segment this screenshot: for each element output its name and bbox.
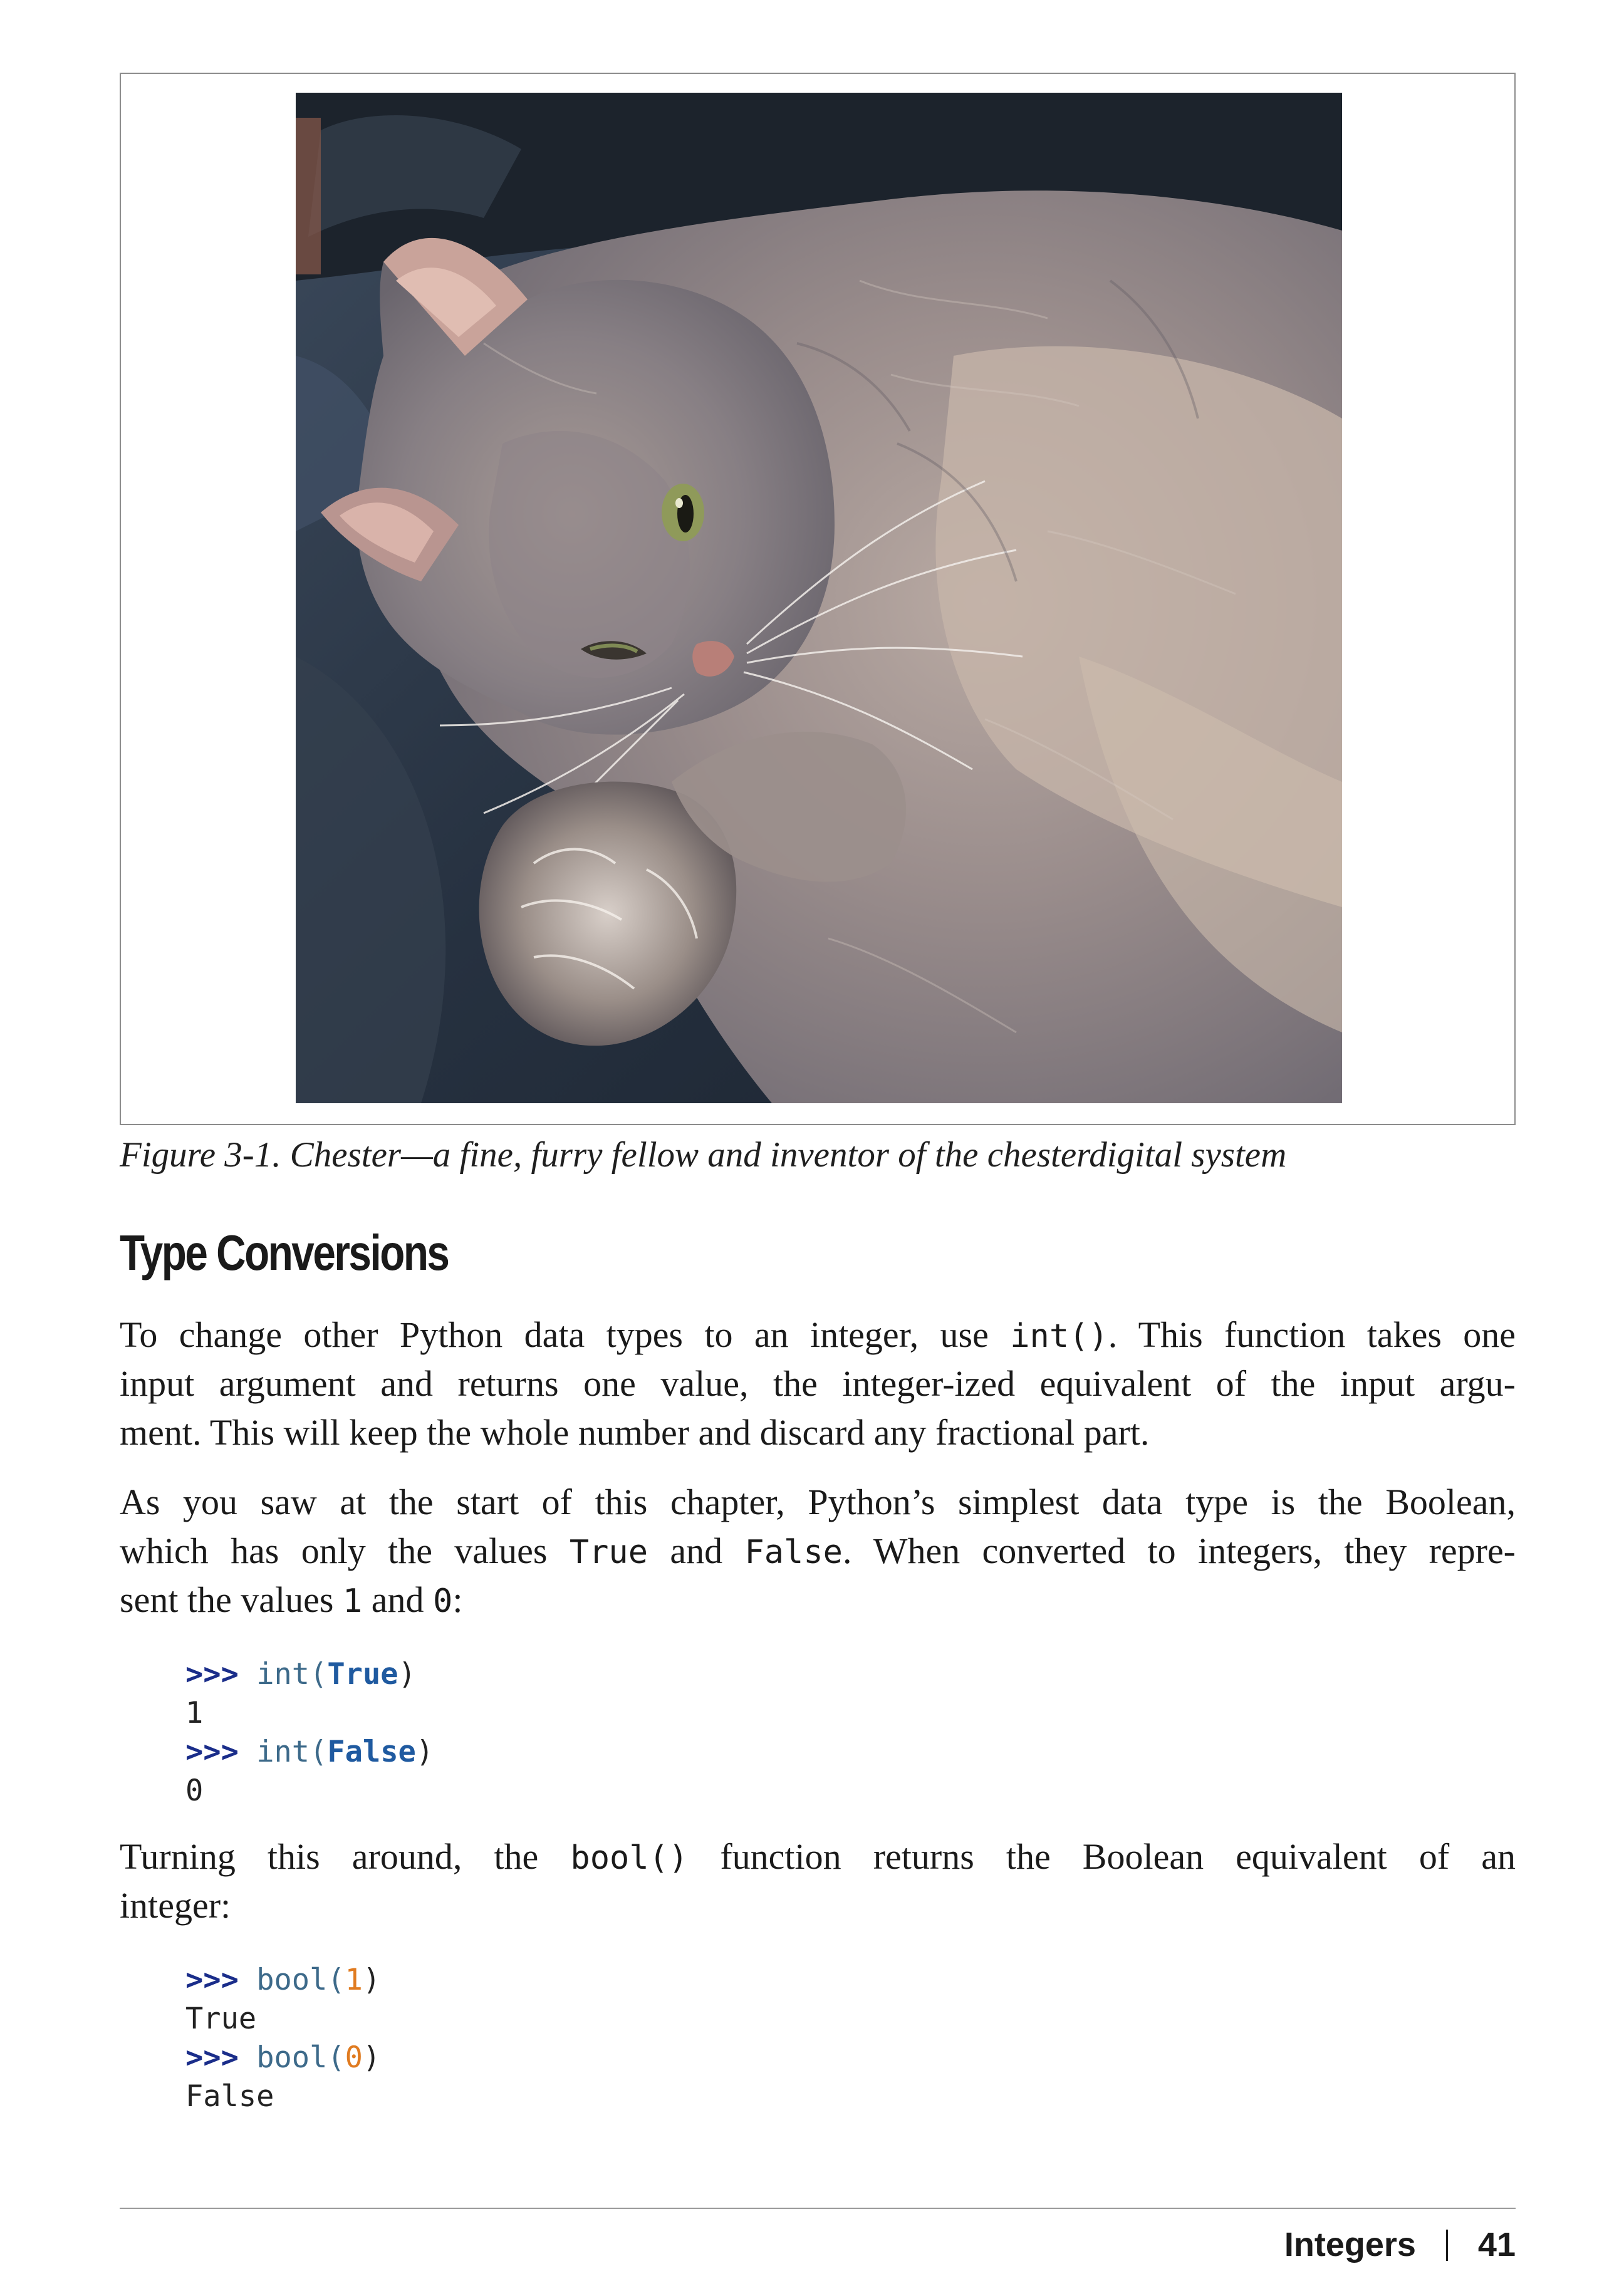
code-paren: ) [362, 2040, 381, 2075]
code-prompt: >>> [185, 1963, 239, 1997]
code-line [185, 1961, 380, 2000]
section-heading: Type Conversions [120, 1225, 449, 1280]
paragraph-line [120, 1832, 1516, 1881]
paragraph-line: input argument and returns one value, the integer-ized equivalent of the input argu- [120, 1363, 1516, 1404]
inline-code: 1 [342, 1582, 363, 1620]
page-number: 41 [1477, 2226, 1516, 2263]
code-block-bool [185, 1961, 380, 2116]
inline-code: int() [1010, 1317, 1108, 1355]
code-output: 1 [185, 1696, 204, 1730]
paragraph-int-conversion [120, 1311, 1516, 1457]
text-run: and [648, 1530, 745, 1571]
footer-section-name: Integers [1284, 2226, 1416, 2263]
code-output: 0 [185, 1774, 204, 1808]
code-function: int( [256, 1657, 328, 1691]
paragraph-line [120, 1311, 1516, 1359]
footer-separator [1446, 2230, 1448, 2261]
paragraph-line: integer: [120, 1885, 231, 1926]
paragraph-line [120, 1527, 1516, 1576]
code-function: bool( [256, 1963, 345, 1997]
inline-code: False [744, 1534, 843, 1571]
paragraph-bool-conversion [120, 1832, 1516, 1930]
code-paren: ) [398, 1657, 416, 1691]
code-output: True [185, 2002, 257, 2036]
code-line [185, 2039, 380, 2077]
paragraph-boolean [120, 1478, 1516, 1624]
text-run: . This function takes one [1108, 1314, 1516, 1355]
text-run: function returns the Boolean equivalent of an [688, 1836, 1516, 1877]
code-function: bool( [256, 2040, 345, 2075]
code-paren: ) [362, 1963, 381, 1997]
figure-caption: Figure 3-1. Chester—a fine, furry fellow and inventor of the chesterdigital system [120, 1135, 1287, 1175]
text-run: : [452, 1579, 463, 1620]
text-run: which has only the values [120, 1530, 570, 1571]
code-line [185, 1733, 434, 1772]
inline-code: 0 [433, 1582, 453, 1620]
inline-code: bool() [570, 1839, 689, 1877]
code-keyword: True [327, 1657, 398, 1691]
code-line [185, 1655, 434, 1694]
footer-rule [120, 2208, 1516, 2209]
paragraph-line [120, 1576, 1516, 1624]
code-prompt: >>> [185, 1657, 239, 1691]
code-block-int [185, 1655, 434, 1810]
code-function: int( [256, 1735, 328, 1769]
code-paren: ) [415, 1735, 434, 1769]
text-run: Turning this around, the [120, 1836, 571, 1877]
code-prompt: >>> [185, 1735, 239, 1769]
figure-frame [120, 73, 1516, 1125]
cat-photo [296, 93, 1342, 1103]
text-run: sent the values [120, 1579, 343, 1620]
code-number: 1 [345, 1963, 363, 1997]
code-keyword: False [327, 1735, 416, 1769]
paragraph-line: ment. This will keep the whole number and discard any fractional part. [120, 1412, 1150, 1453]
text-run: and [362, 1579, 434, 1620]
text-run: . When converted to integers, they repre- [842, 1530, 1516, 1571]
text-run: To change other Python data types to an integer, use [120, 1314, 1011, 1355]
inline-code: True [569, 1534, 648, 1571]
code-prompt: >>> [185, 2040, 239, 2075]
code-number: 0 [345, 2040, 363, 2075]
page-footer [1284, 2223, 1516, 2267]
paragraph-line: As you saw at the start of this chapter, Python’s simplest data type is the Boolean, [120, 1482, 1516, 1522]
code-output: False [185, 2079, 274, 2114]
